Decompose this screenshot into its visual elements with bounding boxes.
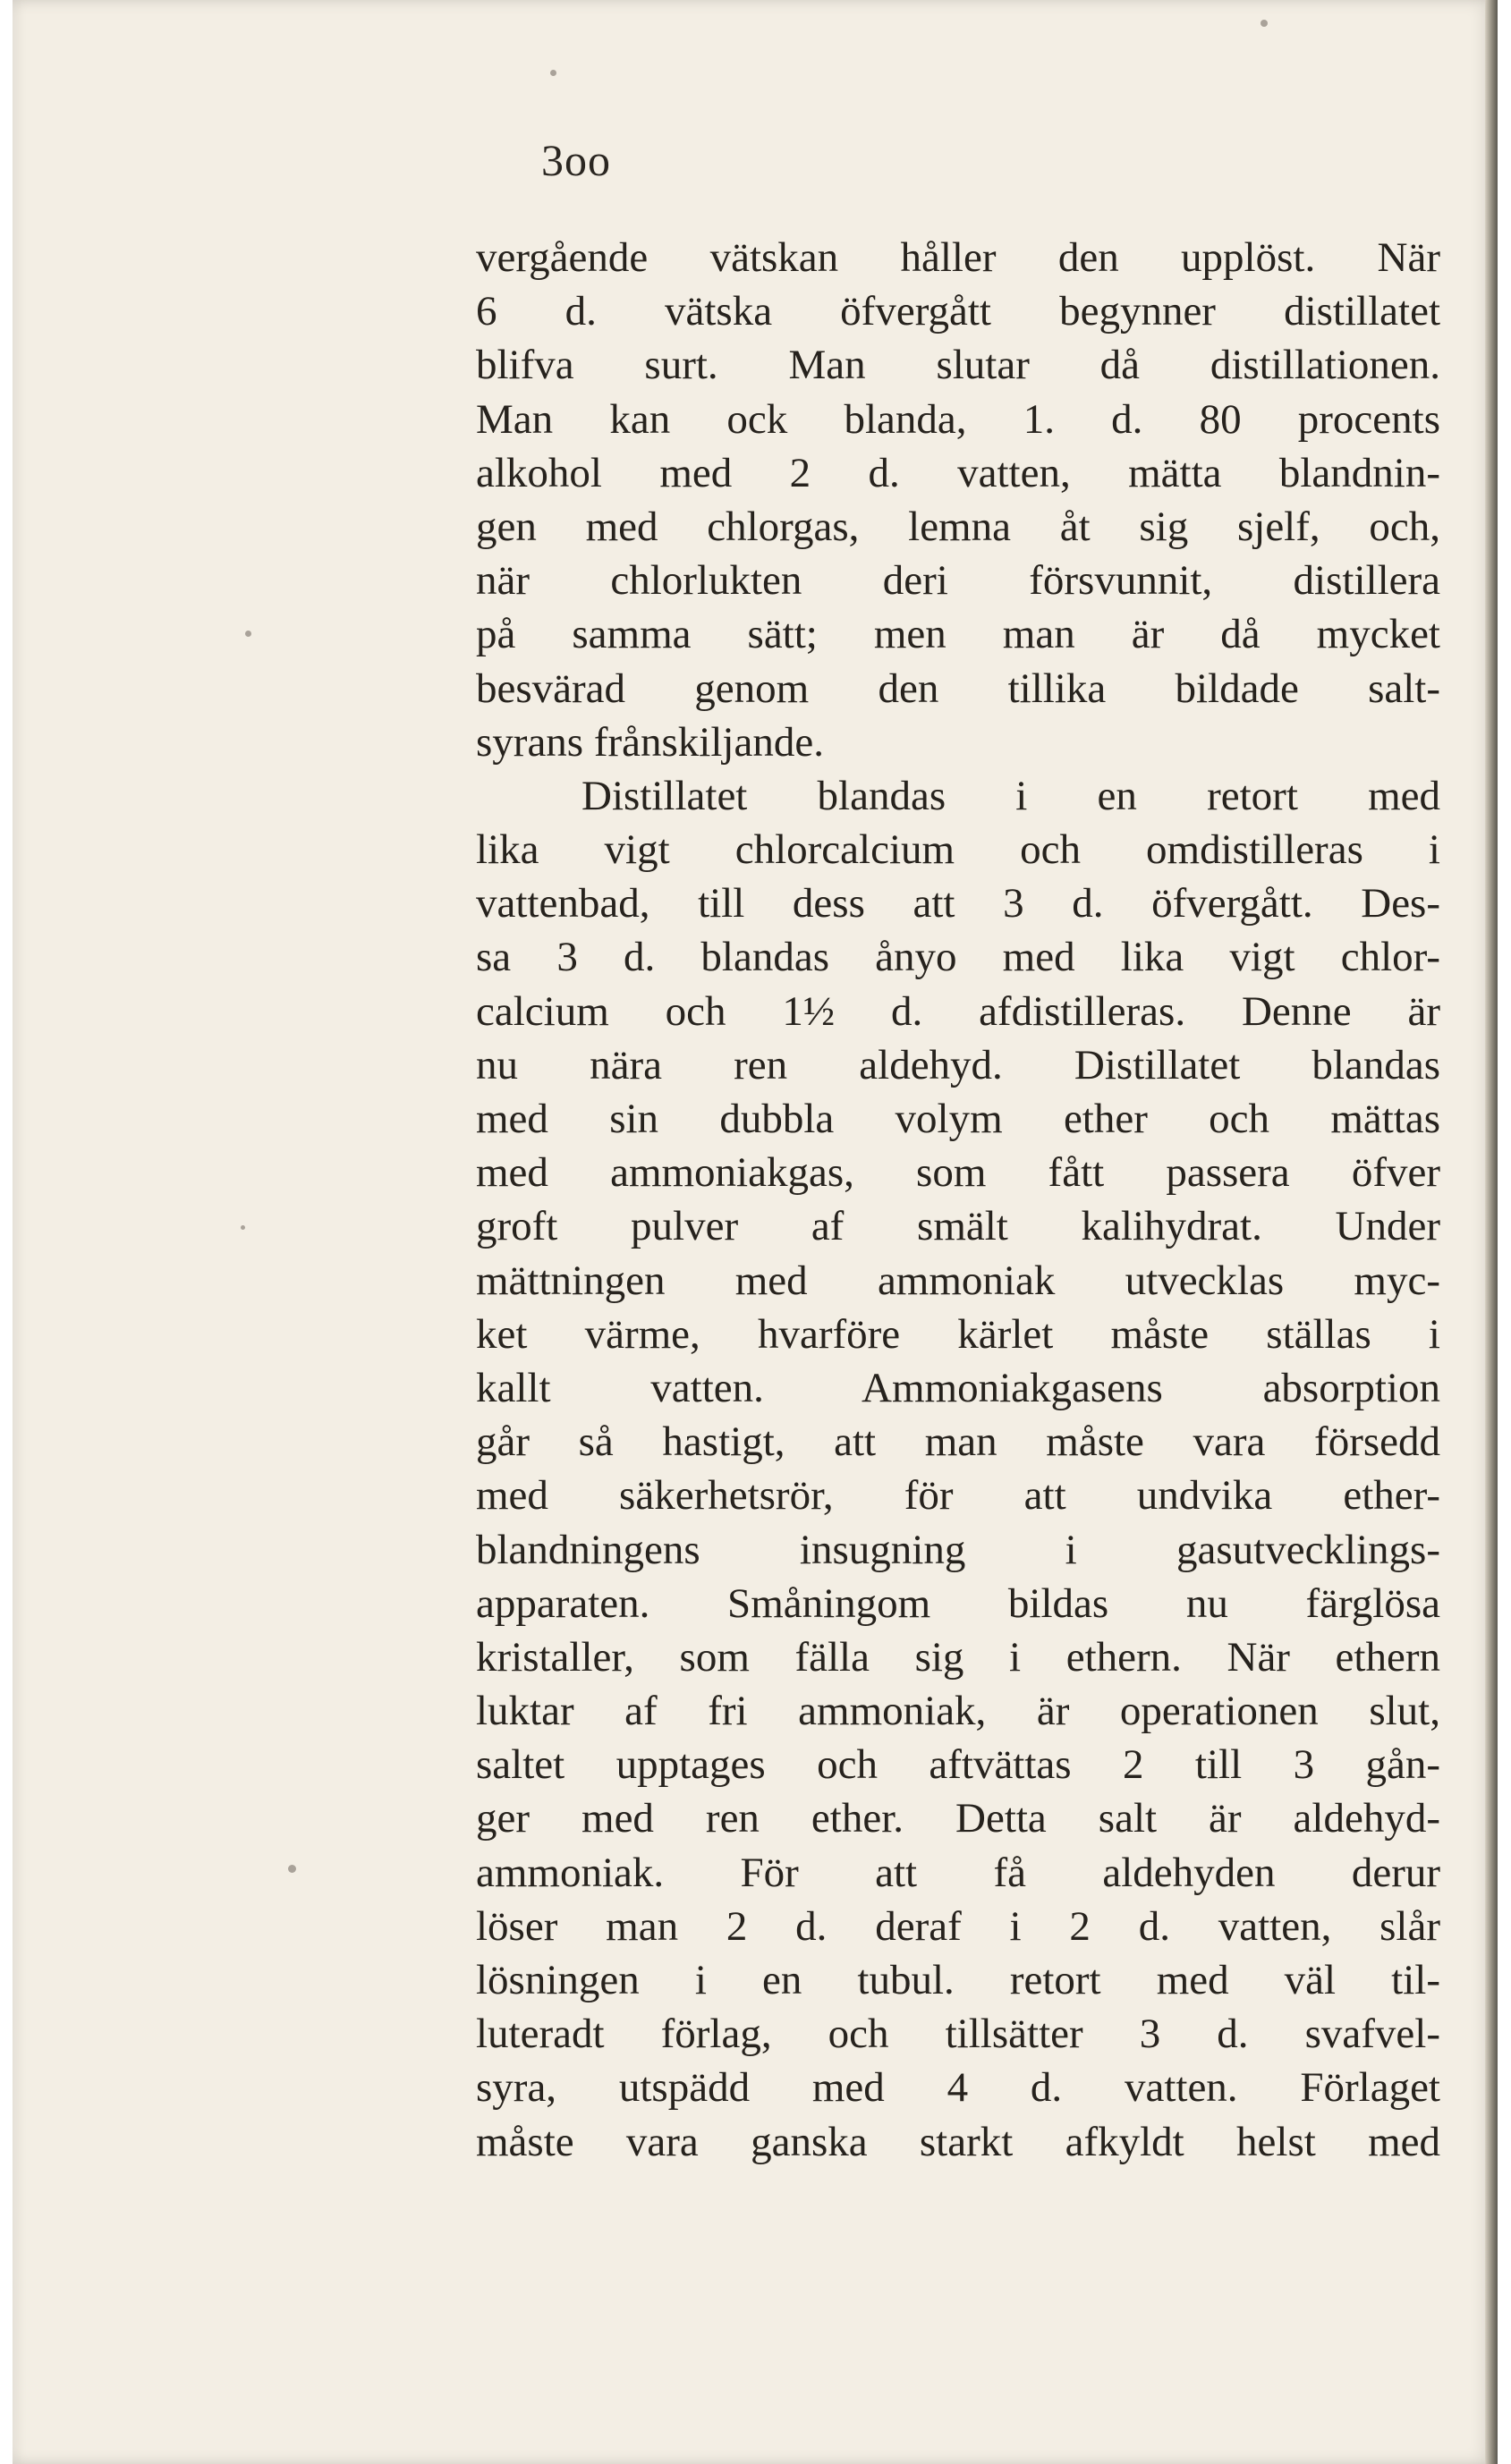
text-line: lika vigt chlorcalcium och omdistilleras i: [476, 826, 1440, 874]
text-line: syrans frånskiljande.: [476, 718, 824, 766]
text-line: måste vara ganska starkt afkyldt helst med: [476, 2118, 1440, 2165]
text-line: går så hastigt, att man måste vara försedd: [476, 1418, 1440, 1466]
paper-speck: [241, 1225, 245, 1230]
text-line: löser man 2 d. deraf i 2 d. vatten, slår: [476, 1902, 1440, 1950]
text-line: ammoniak. För att få aldehyden derur: [476, 1849, 1440, 1896]
text-line: alkohol med 2 d. vatten, mätta blandnin-: [476, 449, 1440, 496]
paper-speck: [288, 1865, 296, 1873]
text-line: med säkerhetsrör, för att undvika ether-: [476, 1472, 1440, 1520]
text-line: blifva surt. Man slutar då distillationen.: [476, 342, 1440, 389]
text-line: Man kan ock blanda, 1. d. 80 procents: [476, 395, 1440, 443]
text-line: apparaten. Småningom bildas nu färglösa: [476, 1579, 1440, 1627]
paper-speck: [550, 70, 556, 76]
text-line: på samma sätt; men man är då mycket: [476, 611, 1440, 658]
text-line: vattenbad, till dess att 3 d. öfvergått. Des-: [476, 880, 1440, 927]
text-line: blandningens insugning i gasutvecklings-: [476, 1526, 1440, 1573]
text-line: groft pulver af smält kalihydrat. Under: [476, 1203, 1440, 1250]
paper-speck: [1261, 20, 1268, 27]
text-line: med sin dubbla volym ether och mättas: [476, 1096, 1440, 1142]
text-line: nu nära ren aldehyd. Distillatet blandas: [476, 1041, 1440, 1088]
text-line: ger med ren ether. Detta salt är aldehyd-: [476, 1795, 1440, 1842]
text-line: ket värme, hvarföre kärlet måste ställas i: [476, 1310, 1440, 1358]
page-edge-shadow: [1485, 0, 1498, 2464]
text-line: calcium och 1½ d. afdistilleras. Denne är: [476, 987, 1440, 1035]
text-line: gen med chlorgas, lemna åt sig sjelf, och,: [476, 503, 1440, 550]
text-line: Distillatet blandas i en retort med: [581, 772, 1440, 819]
paper-speck: [245, 631, 251, 637]
text-line: luktar af fri ammoniak, är operationen slut,: [476, 1688, 1440, 1735]
text-line: när chlorlukten deri försvunnit, distillera: [476, 557, 1440, 605]
text-line: lösningen i en tubul. retort med väl til-: [476, 1957, 1440, 2003]
text-line: 6 d. vätska öfvergått begynner distillatet: [476, 288, 1440, 335]
text-line: syra, utspädd med 4 d. vatten. Förlaget: [476, 2064, 1440, 2112]
text-line: kristaller, som fälla sig i ethern. När ethern: [476, 1633, 1440, 1681]
text-line: med ammoniakgas, som fått passera öfver: [476, 1149, 1440, 1197]
text-line: besvärad genom den tillika bildade salt-: [476, 665, 1440, 712]
text-line: luteradt förlag, och tillsätter 3 d. svafvel-: [476, 2011, 1440, 2058]
book-page: [13, 0, 1498, 2464]
page-number: 3oo: [541, 135, 611, 185]
text-line: sa 3 d. blandas ånyo med lika vigt chlor-: [476, 934, 1440, 981]
body-text: [476, 231, 1440, 2169]
text-line: kallt vatten. Ammoniakgasens absorption: [476, 1364, 1440, 1411]
text-line: vergående vätskan håller den upplöst. När: [476, 234, 1440, 281]
text-line: mättningen med ammoniak utvecklas myc-: [476, 1257, 1440, 1304]
text-line: saltet upptages och aftvättas 2 till 3 gån-: [476, 1741, 1440, 1789]
